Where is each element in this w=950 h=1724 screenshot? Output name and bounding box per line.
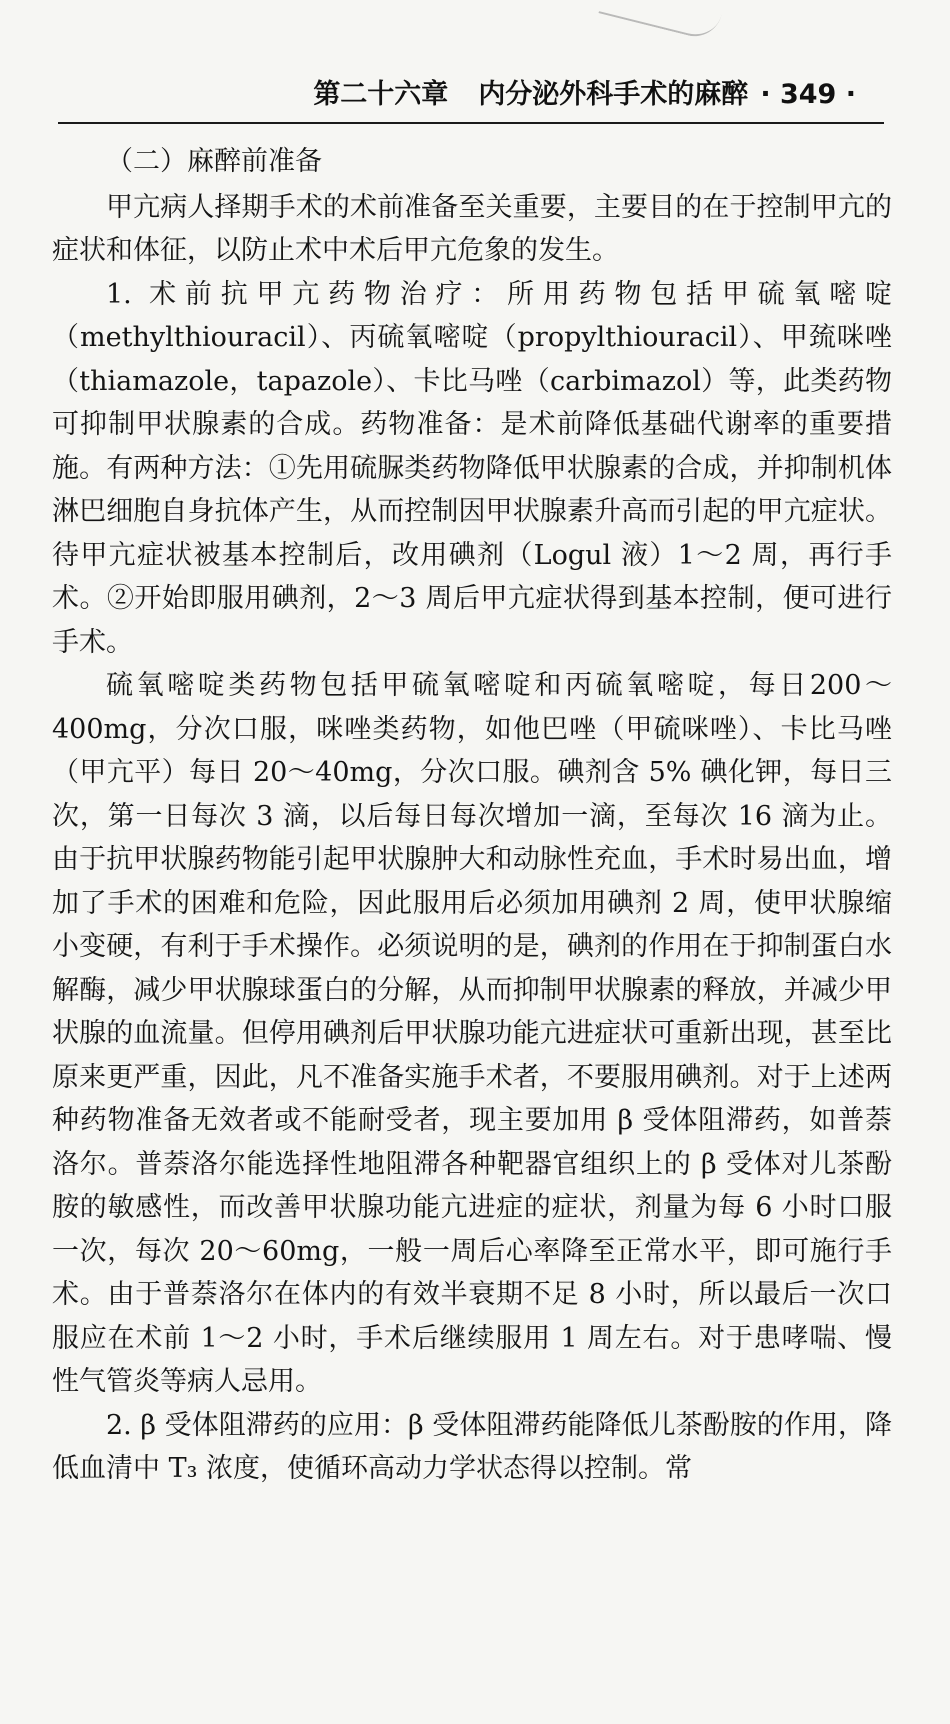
section-heading: （二）麻醉前准备: [106, 146, 322, 177]
chapter-number: 第二十六章: [313, 79, 449, 110]
running-header: [60, 74, 880, 116]
body-text: [52, 140, 892, 1491]
paragraph-intro: 甲亢病人择期手术的术前准备至关重要，主要目的在于控制甲亢的症状和体征，以防止术中术后甲亢危象的发生。: [52, 191, 892, 266]
header-divider: [58, 122, 884, 124]
scan-artifact: [598, 0, 721, 42]
chapter-title: 内分泌外科手术的麻醉: [478, 79, 749, 110]
page-number: · 349 ·: [760, 79, 856, 110]
paragraph-item-2: 2. β 受体阻滞药的应用：β 受体阻滞药能降低儿茶酚胺的作用，降低血清中 T₃ 浓度，使循环高动力学状态得以控制。常: [52, 1409, 892, 1484]
paragraph-item-1: 1. 术前抗甲亢药物治疗：所用药物包括甲硫氧嘧啶（methylthiouracil）、丙硫氧嘧啶（propylthiouracil）、甲巯咪唑（thiamazole，tapazole）、卡比马唑（carbimazol）等，此类药物可抑制甲状腺素的合成。药物准备：是术前降低基础代谢率的重要措施。有两种方法：①先用硫脲类药物降低甲状腺素的合成，并抑制机体淋巴细胞自身抗体产生，从而控制因甲状腺素升高而引起的甲亢症状。待甲亢症状被基本控制后，改用碘剂（Logul 液）1～2 周，再行手术。②开始即服用碘剂，2～3 周后甲亢症状得到基本控制，便可进行手术。: [52, 278, 892, 658]
paragraph-drugs: 硫氧嘧啶类药物包括甲硫氧嘧啶和丙硫氧嘧啶，每日200～400mg，分次口服，咪唑类药物，如他巴唑（甲硫咪唑）、卡比马唑（甲亢平）每日 20～40mg，分次口服。碘剂含 5% 碘化钾，每日三次，第一日每次 3 滴，以后每日每次增加一滴，至每次 16 滴为止。由于抗甲状腺药物能引起甲状腺肿大和动脉性充血，手术时易出血，增加了手术的困难和危险，因此服用后必须加用碘剂 2 周，使甲状腺缩小变硬，有利于手术操作。必须说明的是，碘剂的作用在于抑制蛋白水解酶，减少甲状腺球蛋白的分解，从而抑制甲状腺素的释放，并减少甲状腺的血流量。但停用碘剂后甲状腺功能亢进症状可重新出现，甚至比原来更严重，因此，凡不准备实施手术者，不要服用碘剂。对于上述两种药物准备无效者或不能耐受者，现主要加用 β 受体阻滞药，如普萘洛尔。普萘洛尔能选择性地阻滞各种靶器官组织上的 β 受体对儿茶酚胺的敏感性，而改善甲状腺功能亢进症的症状，剂量为每 6 小时口服一次，每次 20～60mg，一般一周后心率降至正常水平，即可施行手术。由于普萘洛尔在体内的有效半衰期不足 8 小时，所以最后一次口服应在术前 1～2 小时，手术后继续服用 1 周左右。对于患哮喘、慢性气管炎等病人忌用。: [52, 670, 892, 1397]
